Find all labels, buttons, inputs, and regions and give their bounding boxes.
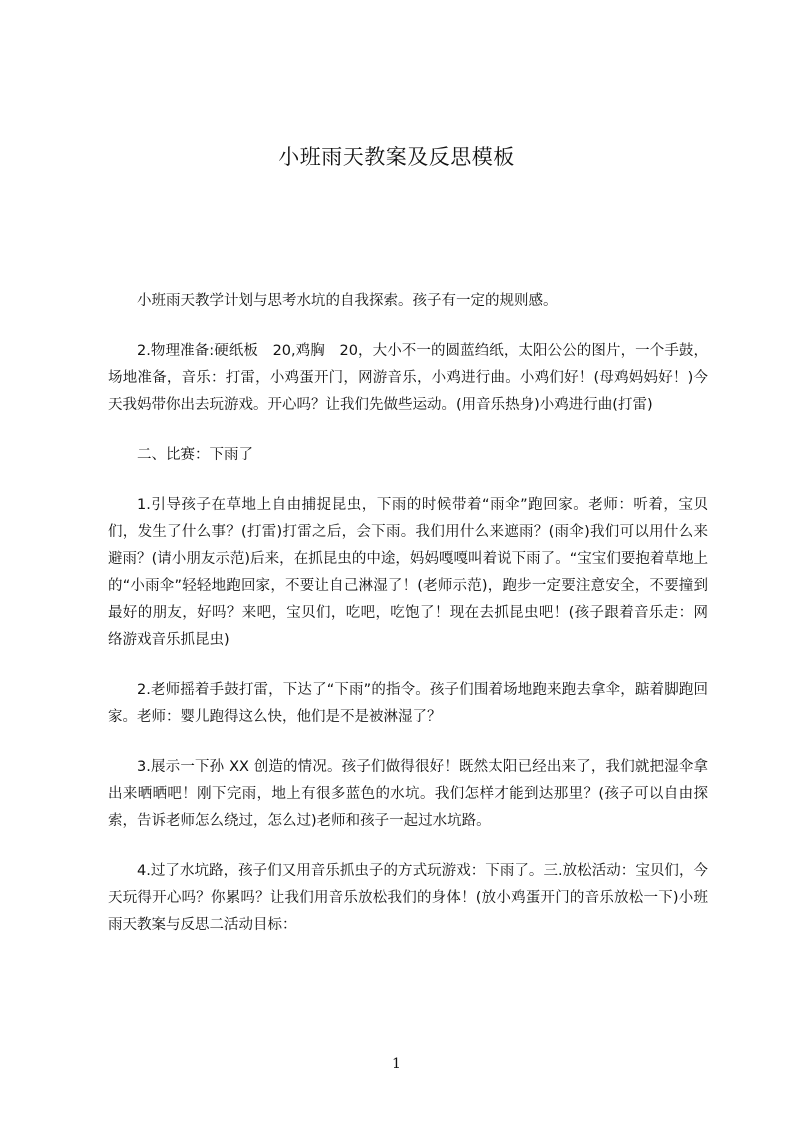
document-title: 小班雨天教案及反思模板 [278,145,515,169]
paragraph-step-1: 1.引导孩子在草地上自由捕捉昆虫，下雨的时候带着“雨伞”跑回家。老师：听着，宝贝们，发生了什么事？(打雷)打雷之后，会下雨。我们用什么来遮雨？(雨伞)我们可以用什么来避雨？(请小朋友示范)后来，在抓昆虫的中途，妈妈嘎嘎叫着说下雨了。“宝宝们要抱着草地上的“小雨伞”轻轻地跑回家，不要让自己淋湿了！(老师示范)，跑步一定要注意安全，不要撞到最好的朋友，好吗？来吧，宝贝们，吃吧，吃饱了！现在去抓昆虫吧！(孩子跟着音乐走：网络游戏音乐抓昆虫) [108,497,708,648]
paragraph-preparation: 2.物理准备:硬纸板 20,鸡胸 20，大小不一的圆蓝绉纸，太阳公公的图片，一个手鼓，场地准备，音乐：打雷，小鸡蛋开门，网游音乐，小鸡进行曲。小鸡们好！(母鸡妈妈好！)今天我妈带你出去玩游戏。开心吗？让我们先做些运动。(用音乐热身)小鸡进行曲(打雷) [108,343,708,413]
paragraph-step-2: 2.老师摇着手鼓打雷，下达了“下雨”的指令。孩子们围着场地跑来跑去拿伞，踮着脚跑回家。老师：婴儿跑得这么快，他们是不是被淋湿了？ [108,682,708,725]
paragraph-step-4: 4.过了水坑路，孩子们又用音乐抓虫子的方式玩游戏：下雨了。三.放松活动：宝贝们，今天玩得开心吗？你累吗？让我们用音乐放松我们的身体！(放小鸡蛋开门的音乐放松一下)小班雨天教案与反思二活动目标： [108,863,708,933]
section-heading-game: 二、比赛：下雨了 [137,447,253,463]
page-number: 1 [392,1056,401,1072]
document-body [108,288,708,962]
paragraph-step-3: 3.展示一下孙 XX 创造的情况。孩子们做得很好！既然太阳已经出来了，我们就把湿伞拿出来晒晒吧！刚下完雨，地上有很多蓝色的水坑。我们怎样才能到达那里？(孩子可以自由探索，告诉老师怎么绕过，怎么过)老师和孩子一起过水坑路。 [108,759,708,829]
paragraph-intro: 小班雨天教学计划与思考水坑的自我探索。孩子有一定的规则感。 [137,293,558,309]
